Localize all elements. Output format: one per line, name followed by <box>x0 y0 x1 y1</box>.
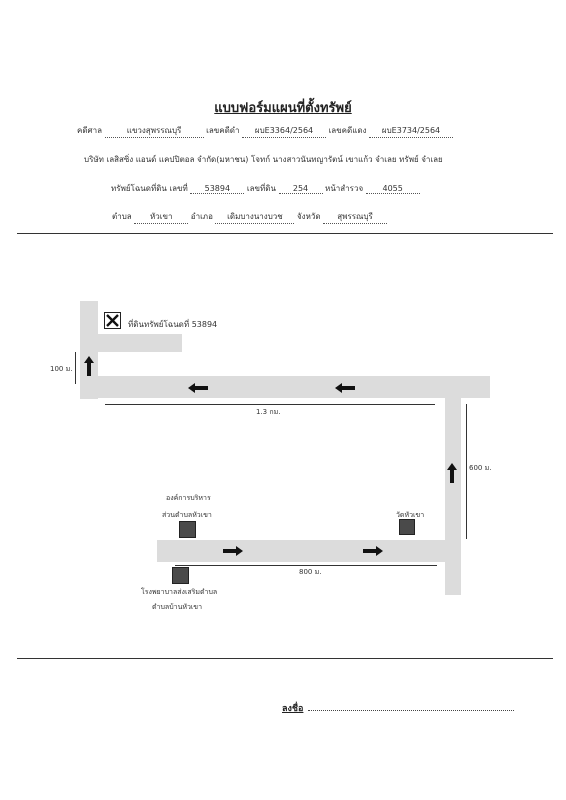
arrow-right-icon-2 <box>363 549 377 553</box>
court-label: คดีศาล <box>77 126 103 135</box>
subdistrict-label: ตำบล <box>112 212 132 221</box>
survey-label: หน้าสำรวจ <box>325 184 364 193</box>
case-row <box>77 124 453 138</box>
road-horizontal-bottom <box>157 540 445 562</box>
land-no-label: เลขที่ดิน <box>246 184 276 193</box>
deed-label: ทรัพย์โฉนดที่ดิน เลขที่ <box>111 184 188 193</box>
property-label: ที่ดินทรัพย์โฉนดที่ 53894 <box>128 320 218 329</box>
sao-label-line1: องค์การบริหาร <box>166 494 211 502</box>
dist-1-3km-label: 1.3 กม. <box>256 408 281 416</box>
parties-row <box>82 153 445 166</box>
hospital-building-icon <box>172 567 189 584</box>
district-value: เดิมบางนางบวช <box>215 210 294 224</box>
road-vertical-left <box>80 301 98 399</box>
property-marker-icon <box>104 312 121 329</box>
sao-building-icon <box>179 521 196 538</box>
hospital-label-line2: ตำบลบ้านหัวเขา <box>152 603 203 611</box>
subdistrict-value: หัวเขา <box>134 210 188 224</box>
dist-100-label: 100 ม. <box>50 365 73 373</box>
temple-label: วัดหัวเขา <box>396 511 425 519</box>
dim-line-1-3km <box>105 404 435 405</box>
red-case-label: เลขคดีแดง <box>328 126 367 135</box>
location-row <box>112 210 387 224</box>
arrow-up-left-icon <box>87 362 91 376</box>
parties-text: บริษัท เลสิสซิ่ง แอนด์ แคปปิตอล จำกัด(มหาชน) โจทก์ นางสาวนันทญารัตน์ เขาแก้ว จำเลย ทรัพย์ จำเลย <box>84 155 443 164</box>
road-top-short <box>98 334 182 352</box>
court-value: แขวงสุพรรณบุรี <box>105 124 204 138</box>
black-case-value: ผบE3364/2564 <box>242 124 326 138</box>
arrow-left-icon-2 <box>341 386 355 390</box>
deed-row <box>111 182 420 195</box>
arrow-left-icon-1 <box>194 386 208 390</box>
sao-label-line2: ส่วนตำบลหัวเขา <box>162 511 212 519</box>
road-vertical-right <box>445 398 461 595</box>
district-label: อำเภอ <box>190 212 213 221</box>
signature-line[interactable] <box>308 710 514 711</box>
dim-line-600 <box>466 404 467 539</box>
dim-line-100 <box>75 352 76 384</box>
deed-value: 53894 <box>190 184 244 194</box>
black-case-label: เลขคดีดำ <box>206 126 240 135</box>
dim-line-800 <box>175 565 437 566</box>
survey-value: 4055 <box>366 184 420 194</box>
red-case-value: ผบE3734/2564 <box>369 124 453 138</box>
temple-building-icon <box>399 519 415 535</box>
province-label: จังหวัด <box>296 212 321 221</box>
arrow-right-icon-1 <box>223 549 237 553</box>
province-value: สุพรรณบุรี <box>323 210 387 224</box>
form-title: แบบฟอร์มแผนที่ตั้งทรัพย์ <box>214 101 352 116</box>
hospital-label-line1: โรงพยาบาลส่งเสริมตำบล <box>141 588 218 596</box>
bottom-divider <box>17 658 553 659</box>
signature-row <box>282 701 303 715</box>
signature-label: ลงชื่อ <box>282 704 304 714</box>
road-horizontal-top <box>98 376 490 398</box>
dist-600-label: 600 ม. <box>469 464 492 472</box>
dist-800-label: 800 ม. <box>299 568 322 576</box>
top-divider <box>17 233 553 234</box>
arrow-up-right-icon <box>450 469 454 483</box>
land-no-value: 254 <box>279 184 323 194</box>
